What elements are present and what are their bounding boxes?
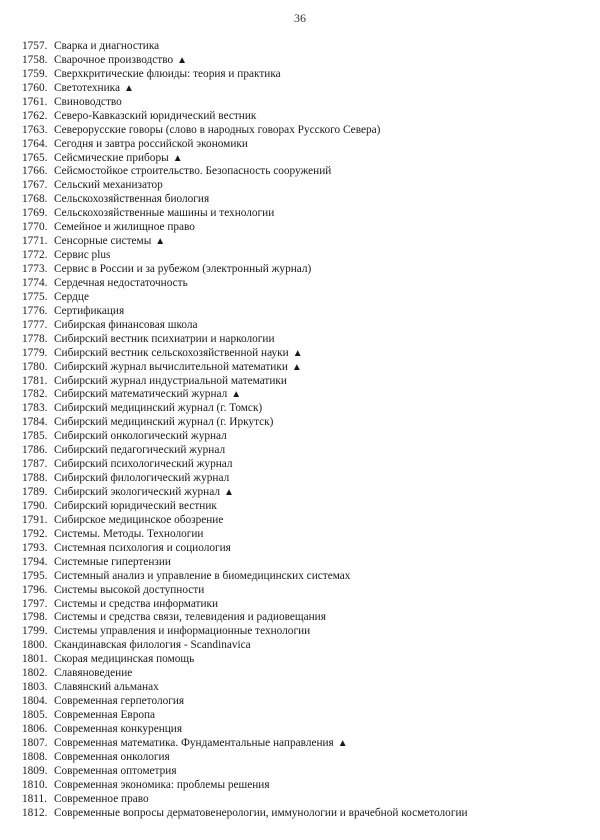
entry-number: 1784. — [22, 416, 48, 429]
entry-number: 1780. — [22, 360, 48, 373]
entry-title: Сибирское медицинское обозрение — [54, 513, 224, 526]
triangle-marker-icon: ▲ — [172, 152, 183, 164]
triangle-marker-icon: ▲ — [292, 347, 303, 359]
entry-number: 1787. — [22, 458, 48, 471]
entry-number: 1810. — [22, 778, 48, 791]
list-item — [22, 138, 582, 152]
triangle-marker-icon: ▲ — [231, 389, 242, 401]
list-item — [22, 375, 582, 389]
entry-number: 1760. — [22, 81, 48, 94]
entry-title: Современная Европа — [54, 709, 156, 721]
list-item — [22, 667, 582, 681]
entry-title: Сенсорные системы — [54, 235, 152, 248]
entry-title: Современная онкология — [54, 750, 170, 763]
entry-number: 1776. — [22, 304, 48, 317]
list-item — [22, 179, 582, 193]
triangle-marker-icon: ▲ — [223, 487, 234, 498]
entry-number: 1763. — [22, 123, 48, 136]
entry-number: 1782. — [22, 388, 48, 401]
entry-title: Сервис в России и за рубежом (электронный журнал) — [54, 263, 312, 275]
entry-number: 1811. — [22, 792, 47, 805]
entry-number: 1796. — [22, 583, 48, 596]
entry-number: 1799. — [22, 625, 48, 638]
entry-number: 1798. — [22, 611, 48, 624]
entry-title: Сибирский журнал индустриальной математики — [54, 374, 287, 387]
entry-title: Сибирская финансовая школа — [54, 318, 198, 331]
entry-title: Свиноводство — [54, 95, 122, 108]
entry-title: Сервис plus — [54, 249, 111, 262]
entry-number: 1788. — [22, 472, 48, 485]
entry-number: 1765. — [22, 151, 48, 164]
entry-number: 1812. — [22, 806, 48, 819]
entry-title: Системы. Методы. Технологии — [54, 527, 204, 540]
entry-title: Системы и средства связи, телевидения и радиовещания — [54, 611, 326, 624]
list-item — [22, 68, 582, 82]
entry-number: 1774. — [22, 276, 48, 289]
triangle-marker-icon: ▲ — [337, 737, 348, 749]
entry-title: Сибирский медицинский журнал (г. Томск) — [54, 402, 263, 415]
entry-title: Системная психология и социология — [54, 541, 231, 554]
list-item — [22, 82, 582, 96]
entry-title: Современная экономика: проблемы решения — [54, 778, 270, 791]
entry-number: 1785. — [22, 430, 48, 443]
list-item — [22, 765, 582, 779]
entry-number: 1773. — [22, 263, 48, 275]
entry-number: 1793. — [22, 541, 48, 554]
entry-number: 1791. — [22, 513, 48, 526]
entry-number: 1781. — [22, 374, 48, 387]
entry-title: Северорусские говоры (слово в народных говорах Русского Севера) — [54, 123, 381, 136]
entry-number: 1759. — [22, 67, 48, 80]
entry-number: 1806. — [22, 722, 48, 735]
entry-number: 1801. — [22, 653, 48, 666]
list-item — [22, 235, 582, 249]
entry-title: Славянский альманах — [54, 681, 159, 694]
journal-list — [22, 40, 582, 821]
entry-number: 1808. — [22, 750, 48, 763]
list-item — [22, 807, 582, 821]
triangle-marker-icon: ▲ — [155, 236, 166, 248]
entry-number: 1766. — [22, 165, 48, 178]
entry-title: Северо-Кавказский юридический вестник — [54, 109, 257, 122]
entry-number: 1772. — [22, 249, 48, 262]
entry-number: 1778. — [22, 332, 48, 345]
triangle-marker-icon: ▲ — [177, 54, 188, 66]
entry-title: Сибирский математический журнал — [54, 388, 228, 401]
list-item — [22, 430, 582, 444]
list-item — [22, 737, 582, 751]
entry-title: Сварка и диагностика — [54, 40, 160, 52]
entry-title: Сертификация — [54, 304, 125, 317]
list-item — [22, 277, 582, 291]
entry-number: 1777. — [22, 318, 48, 331]
list-item — [22, 625, 582, 639]
entry-title: Сельскохозяйственные машины и технологии — [54, 207, 275, 220]
entry-title: Сибирский педагогический журнал — [54, 444, 226, 457]
list-item — [22, 416, 582, 430]
entry-number: 1775. — [22, 290, 48, 303]
list-item — [22, 653, 582, 667]
list-item — [22, 556, 582, 570]
entry-title: Системы высокой доступности — [54, 583, 205, 596]
list-item — [22, 709, 582, 723]
triangle-marker-icon: ▲ — [123, 82, 134, 94]
entry-title: Современная конкуренция — [54, 722, 183, 735]
page-number: 36 — [294, 11, 306, 25]
entry-number: 1761. — [22, 95, 48, 108]
entry-title: Сибирский вестник психиатрии и наркологии — [54, 332, 275, 345]
entry-title: Славяноведение — [54, 667, 133, 680]
entry-number: 1794. — [22, 555, 48, 568]
entry-title: Сейсмостойкое строительство. Безопасность сооружений — [54, 165, 332, 178]
entry-title: Сибирский психологический журнал — [54, 458, 233, 471]
entry-number: 1803. — [22, 681, 48, 694]
list-item — [22, 486, 582, 500]
list-item — [22, 193, 582, 207]
entry-number: 1807. — [22, 736, 48, 749]
entry-title: Сварочное производство — [54, 53, 174, 66]
list-item — [22, 598, 582, 612]
entry-number: 1762. — [22, 109, 48, 122]
entry-title: Сегодня и завтра российской экономики — [54, 137, 248, 150]
entry-number: 1758. — [22, 53, 48, 66]
entry-title: Сельский механизатор — [54, 179, 163, 192]
entry-title: Скорая медицинская помощь — [54, 653, 195, 666]
entry-title: Современная оптометрия — [54, 764, 177, 777]
list-item — [22, 96, 582, 110]
list-item — [22, 249, 582, 263]
entry-title: Современная математика. Фундаментальные направления — [54, 736, 334, 749]
list-item — [22, 152, 582, 166]
list-item — [22, 584, 582, 598]
list-item — [22, 472, 582, 486]
entry-number: 1792. — [22, 527, 48, 540]
list-item — [22, 319, 582, 333]
entry-title: Сибирский юридический вестник — [54, 499, 217, 512]
list-item — [22, 402, 582, 416]
entry-number: 1770. — [22, 221, 48, 234]
list-item — [22, 444, 582, 458]
entry-number: 1786. — [22, 444, 48, 457]
list-item — [22, 40, 582, 54]
entry-number: 1804. — [22, 695, 48, 708]
list-item — [22, 291, 582, 305]
list-item — [22, 695, 582, 709]
entry-title: Скандинавская филология - Scandinavica — [54, 639, 251, 652]
entry-title: Системные гипертензии — [54, 555, 171, 568]
list-item — [22, 263, 582, 277]
list-item — [22, 305, 582, 319]
entry-number: 1769. — [22, 207, 48, 220]
entry-number: 1795. — [22, 569, 48, 582]
list-item — [22, 54, 582, 68]
entry-title: Сибирский медицинский журнал (г. Иркутск) — [54, 416, 274, 429]
entry-number: 1757. — [22, 40, 48, 52]
list-item — [22, 110, 582, 124]
list-item — [22, 723, 582, 737]
list-item — [22, 347, 582, 361]
list-item — [22, 542, 582, 556]
entry-title: Современная герпетология — [54, 695, 185, 708]
entry-number: 1809. — [22, 764, 48, 777]
entry-title: Сибирский филологический журнал — [54, 472, 230, 485]
entry-title: Светотехника — [54, 81, 120, 94]
list-item — [22, 388, 582, 402]
entry-title: Системный анализ и управление в биомедицинских системах — [54, 569, 351, 582]
entry-number: 1767. — [22, 179, 48, 192]
list-item — [22, 207, 582, 221]
entry-title: Современное право — [54, 792, 149, 805]
list-item — [22, 779, 582, 793]
entry-title: Сибирский журнал вычислительной математики — [54, 360, 288, 373]
entry-title: Системы и средства информатики — [54, 597, 219, 610]
entry-title: Семейное и жилищное право — [54, 221, 195, 234]
list-item — [22, 611, 582, 625]
entry-title: Сверхкритические флюиды: теория и практика — [54, 67, 281, 80]
list-item — [22, 124, 582, 138]
list-item — [22, 514, 582, 528]
list-item — [22, 570, 582, 584]
entry-title: Сибирский онкологический журнал — [54, 430, 227, 443]
entry-title: Сибирский вестник сельскохозяйственной науки — [54, 346, 289, 359]
entry-title: Современные вопросы дерматовенерологии, иммунологии и врачебной косметологии — [54, 806, 468, 819]
entry-number: 1805. — [22, 709, 48, 721]
entry-number: 1779. — [22, 346, 48, 359]
list-item — [22, 458, 582, 472]
list-item — [22, 681, 582, 695]
entry-number: 1771. — [22, 235, 48, 248]
entry-title: Системы управления и информационные технологии — [54, 625, 311, 638]
list-item — [22, 221, 582, 235]
list-item — [22, 333, 582, 347]
entry-number: 1768. — [22, 193, 48, 206]
entry-number: 1797. — [22, 597, 48, 610]
entry-title: Сердечная недостаточность — [54, 276, 188, 289]
list-item — [22, 165, 582, 179]
entry-number: 1789. — [22, 486, 48, 498]
list-item — [22, 500, 582, 514]
entry-number: 1790. — [22, 499, 48, 512]
entry-title: Сердце — [54, 290, 89, 303]
list-item — [22, 639, 582, 653]
entry-title: Сейсмические приборы — [54, 151, 169, 164]
entry-number: 1802. — [22, 667, 48, 680]
entry-number: 1764. — [22, 137, 48, 150]
entry-number: 1783. — [22, 402, 48, 415]
list-item — [22, 751, 582, 765]
list-item — [22, 793, 582, 807]
triangle-marker-icon: ▲ — [291, 361, 302, 373]
list-item — [22, 361, 582, 375]
list-item — [22, 528, 582, 542]
entry-number: 1800. — [22, 639, 48, 652]
entry-title: Сибирский экологический журнал — [54, 486, 220, 498]
entry-title: Сельскохозяйственная биология — [54, 193, 210, 206]
